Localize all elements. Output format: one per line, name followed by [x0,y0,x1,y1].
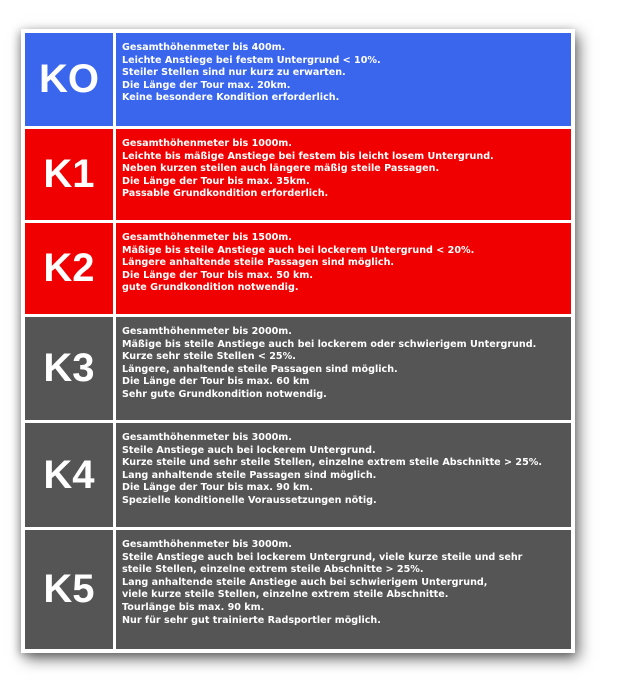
level-code: K5 [25,530,116,649]
description-line: Spezielle konditionelle Voraussetzungen nötig. [122,494,377,506]
description-line: Leichte bis mäßige Anstiege bei festem bis leicht losem Untergrund. [122,150,494,162]
level-code: K1 [25,129,116,220]
description-line: Die Länge der Tour bis max. 90 km. [122,482,313,494]
level-code: KO [25,33,116,126]
description-line: Die Länge der Tour bis max. 60 km [122,376,310,388]
description-line: viele kurze steile Stellen, einzelne extrem steile Abschnitte. [122,589,449,601]
description-line: Steiler Stellen sind nur kurz zu erwarten. [122,67,346,79]
description-line: Mäßige bis steile Anstiege auch bei lockerem Untergrund < 20%. [122,244,475,256]
level-row-ko [25,33,571,129]
description-line: Lang anhaltende steile Passagen sind möglich. [122,469,377,481]
description-line: Passable Grundkondition erforderlich. [122,188,329,200]
level-description [116,129,571,220]
description-line: Kurze steile und sehr steile Stellen, einzelne extrem steile Abschnitte > 25%. [122,457,543,469]
description-line: Gesamthöhenmeter bis 3000m. [122,539,292,550]
description-line: Die Länge der Tour bis max. 50 km. [122,269,313,281]
level-code: K2 [25,223,116,314]
description-line: Mäßige bis steile Anstiege auch bei lockerem oder schwierigem Untergrund. [122,338,537,350]
level-description [116,530,571,649]
description-line: Leichte Anstiege bei festem Untergrund < 10%. [122,54,381,66]
description-line: Keine besondere Kondition erforderlich. [122,92,340,104]
description-line: Tourlänge bis max. 90 km. [122,601,265,613]
description-line: Längere anhaltende steile Passagen sind möglich. [122,257,395,269]
level-code: K4 [25,423,116,527]
description-line: Die Länge der Tour max. 20km. [122,79,291,91]
level-description [116,33,571,126]
level-code: K3 [25,317,116,420]
level-row-k3 [25,317,571,423]
description-line: Sehr gute Grundkondition notwendig. [122,388,327,400]
description-line: Neben kurzen steilen auch längere mäßig steile Passagen. [122,163,440,175]
description-line: Lang anhaltende steile Anstiege auch bei schwierigem Untergrund, [122,576,488,588]
level-row-k4 [25,423,571,530]
level-row-k2 [25,223,571,317]
description-line: gute Grundkondition notwendig. [122,282,299,294]
description-line: Steile Anstiege auch bei lockerem Untergrund, viele kurze steile und sehr [122,551,523,563]
description-line: Gesamthöhenmeter bis 1000m. [122,138,292,149]
description-line: Gesamthöhenmeter bis 1500m. [122,232,292,243]
level-row-k5 [25,530,571,649]
level-description [116,423,571,527]
level-row-k1 [25,129,571,223]
description-line: Gesamthöhenmeter bis 3000m. [122,432,292,443]
description-line: Kurze sehr steile Stellen < 25%. [122,351,296,363]
description-line: Nur für sehr gut trainierte Radsportler möglich. [122,614,381,626]
level-description [116,317,571,420]
difficulty-table [21,29,575,653]
level-description [116,223,571,314]
description-line: Gesamthöhenmeter bis 2000m. [122,326,292,337]
description-line: Gesamthöhenmeter bis 400m. [122,42,286,53]
description-line: Die Länge der Tour bis max. 35km. [122,175,310,187]
description-line: Steile Anstiege auch bei lockerem Untergrund. [122,444,376,456]
description-line: steile Stellen, einzelne extrem steile Abschnitte > 25%. [122,564,424,576]
description-line: Längere, anhaltende steile Passagen sind möglich. [122,363,398,375]
